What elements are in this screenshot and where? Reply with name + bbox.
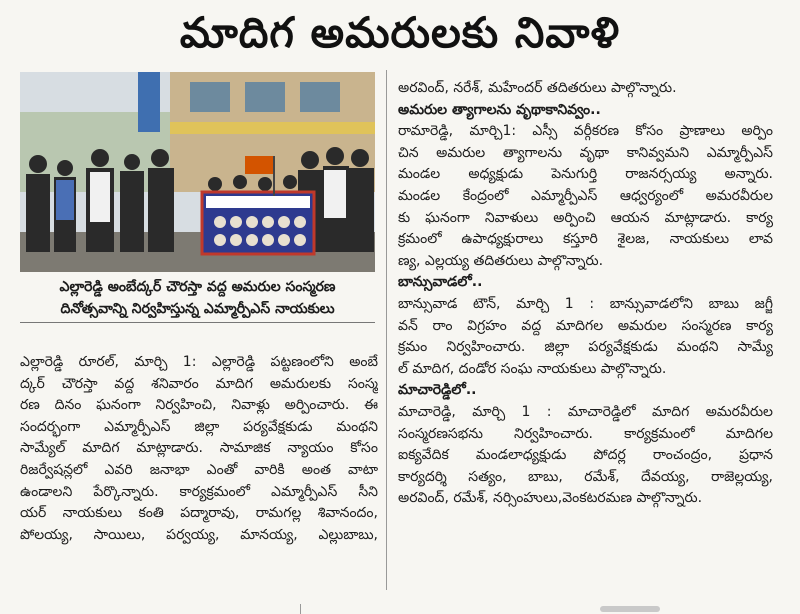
article-line: ణ్య, ఎల్లయ్య తదితరులు పాల్గొన్నారు. <box>398 252 604 269</box>
article-line: రిజర్వేషన్లలో ఎవరి జనాభా ఎంతో వారికి అంత వాటా <box>20 461 378 478</box>
column-divider <box>386 70 387 590</box>
article-line: మండల కేంద్రంలో ఎమ్మార్పీఎస్ ఆధ్వర్యంలో అమరవీరుల <box>398 187 773 204</box>
article-line: ఐక్యవేదిక మండలాధ్యక్షుడు పోదర్ల రాంచంద్రం, ప్రధాన <box>398 447 773 464</box>
article-line: మండల అధ్యక్షుడు పెనుగుర్తి రాజనర్సయ్య అన్నారు. <box>398 166 773 183</box>
footer-fragment <box>600 606 660 612</box>
article-line: కార్యదర్శి సత్యం, బాబు, రమేశ్, దేవయ్య, రాజెల్లయ్య, <box>398 468 773 485</box>
subheading: అమరుల త్యాగాలను వృథాకానివ్వం.. <box>398 101 601 118</box>
article-line: వన్ రాం విగ్రహం వద్ద మాదిగల అమరుల సంస్మరణ కార్య <box>398 317 773 334</box>
article-line: బాన్సువాడ టౌన్, మార్చి 1 : బాన్సువాడలోని బాబు జగ్జీ <box>398 295 773 312</box>
right-article-column <box>398 78 773 510</box>
article-line: అరవింద్, నరేశ్, మహేందర్ తదితరులు పాల్గొన్నారు. <box>398 80 677 96</box>
article-line: యర్ నాయకులు కంతి పద్మారావు, రామగల్ల శివానందం, <box>20 505 378 522</box>
caption-divider <box>20 322 375 323</box>
article-line: ద్కర్ చౌరస్తా వద్ద శనివారం మాదిగ అమరులకు సంస్మ <box>20 375 378 392</box>
article-line: పోలయ్య, సాయిలు, పర్వయ్య, మానయ్య, ఎల్లుబాబు, <box>20 526 378 543</box>
article-line: చిన అమరుల త్యాగాలను వృథా కానివ్వమని ఎమ్మార్పీఎస్ <box>398 144 773 161</box>
photo-caption <box>20 276 375 320</box>
article-line: ల్ మాదిగ, దండోర సంఘ నాయకులు పాల్గొన్నారు. <box>398 360 667 377</box>
footer-divider <box>300 604 301 614</box>
article-line: క్రమం నిర్వహించారు. జిల్లా పర్యవేక్షకుడు మంథని సామ్యే <box>398 339 773 356</box>
article-line: అరవింద్, రమేశ్, నర్సింహులు,వెంకటరమణ పాల్గొన్నారు. <box>398 490 703 507</box>
article-line: రణ దినం ఘనంగా నిర్వహించి, నివాళ్లు అర్పించారు. ఈ <box>20 397 378 414</box>
left-article-column <box>20 352 378 546</box>
article-line: సందర్భంగా ఎమ్మార్పీఎస్ జిల్లా పర్యవేక్షకుడు మంథని <box>20 418 378 435</box>
article-line: మాచారెడ్డి, మార్చి 1 : మాచారెడ్డిలో మాదిగ అమరవీరుల <box>398 403 773 420</box>
headline: మాదిగ అమరులకు నివాళి <box>179 8 621 57</box>
subheading: మాచారెడ్డిలో.. <box>398 382 477 399</box>
article-line: రామారెడ్డి, మార్చి1: ఎస్సీ వర్గీకరణ కోసం ప్రాణాలు అర్పిం <box>398 123 773 140</box>
news-photo <box>20 72 375 272</box>
caption-line-1: ఎల్లారెడ్డి అంబేద్కర్ చౌరస్తా వద్ద అమరుల సంస్మరణ <box>59 279 336 295</box>
article-line: సామ్యేల్ మాదిగ మాట్లాడారు. సామాజిక న్యాయం కోసం <box>20 440 378 457</box>
article-line: సంస్మరణసభను నిర్వహించారు. కార్యక్రమంలో మాదిగల <box>398 425 773 442</box>
page-footer <box>0 600 800 614</box>
subheading: బాన్సువాడలో.. <box>398 274 483 291</box>
article-line: కు ఘనంగా నివాళులు అర్పించి ఆయన మాట్లాడారు. కార్య <box>398 209 773 226</box>
article-line: ఎల్లారెడ్డి రూరల్, మార్చి 1: ఎల్లారెడ్డి పట్టణంలోని అంబే <box>20 354 378 370</box>
article-line: క్రమంలో ఉపాధ్యక్షురాలు కస్తూరి శైలజ, నాయకులు లావ <box>398 231 773 248</box>
group-photo-illustration <box>20 72 375 272</box>
article-line: ఉండాలని పేర్కొన్నారు. కార్యక్రమంలో ఎమ్మార్పీఎస్ సీని <box>20 483 378 500</box>
caption-line-2: దినోత్సవాన్ని నిర్వహిస్తున్న ఎమ్మార్పీఎస్ నాయకులు <box>60 301 335 317</box>
